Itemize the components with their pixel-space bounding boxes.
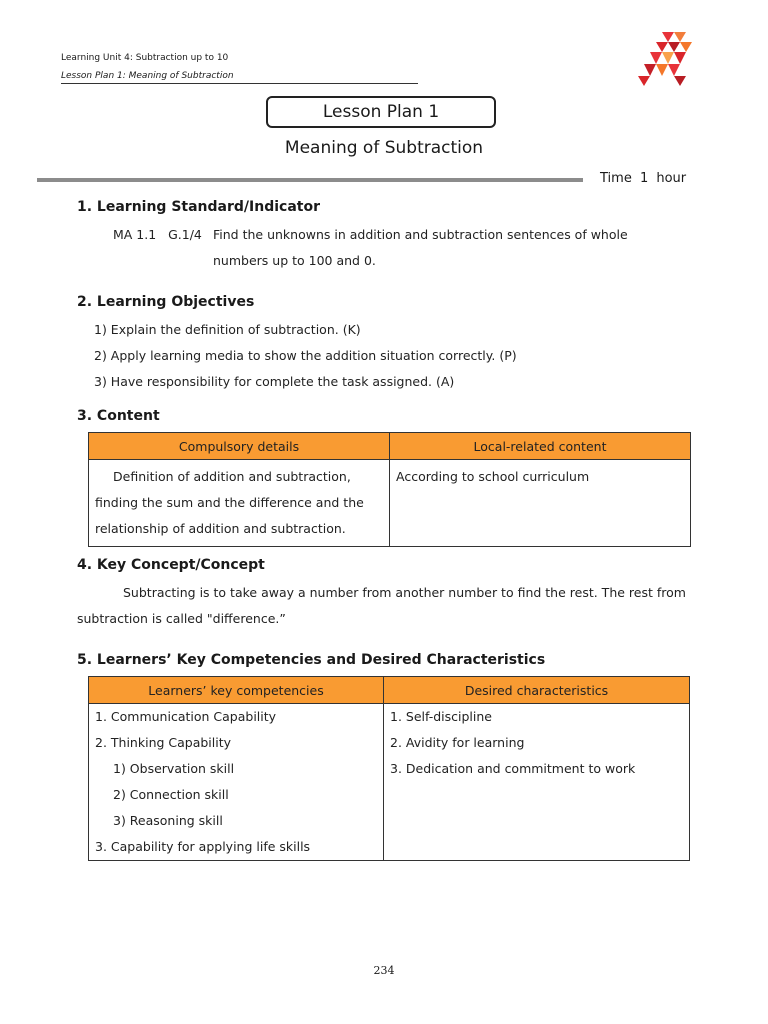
competency-col-desired: Desired characteristics [384,677,690,704]
standard-text-2: numbers up to 100 and 0. [213,253,376,268]
objective-2: 2) Apply learning media to show the addition situation correctly. (P) [94,348,517,363]
header-unit: Learning Unit 4: Subtraction up to 10 [61,53,229,63]
list-item: 3. Dedication and commitment to work [390,761,636,776]
concept-text-1: Subtracting is to take away a number from another number to find the rest. The rest from [123,585,686,600]
list-item: 2) Connection skill [113,787,229,802]
lesson-title: Lesson Plan 1 [266,96,496,128]
section-5-heading: 5. Learners’ Key Competencies and Desired Characteristics [77,652,546,668]
content-local-cell: According to school curriculum [390,460,691,547]
divider [37,178,583,182]
section-2-heading: 2. Learning Objectives [77,294,255,310]
concept-text-2: subtraction is called "difference.” [77,611,286,626]
list-item: 1. Communication Capability [95,709,277,724]
section-1-heading: 1. Learning Standard/Indicator [77,199,320,215]
content-col-local: Local-related content [390,433,691,460]
content-compulsory-cell: Definition of addition and subtraction, finding the sum and the difference and the relationship of addition and subtraction. [89,460,390,547]
content-col-compulsory: Compulsory details [89,433,390,460]
competency-left-cell [89,704,384,861]
competency-right-cell [384,704,690,861]
list-item: 1. Self-discipline [390,709,492,724]
list-item: 2. Thinking Capability [95,735,232,750]
competency-table [88,676,690,861]
objective-3: 3) Have responsibility for complete the task assigned. (A) [94,374,455,389]
page-number: 234 [373,964,395,977]
lesson-subtitle: Meaning of Subtraction [284,138,484,158]
standard-text-1: Find the unknowns in addition and subtraction sentences of whole [213,227,628,242]
section-3-heading: 3. Content [77,408,160,424]
competency-col-key: Learners’ key competencies [89,677,384,704]
list-item: 2. Avidity for learning [390,735,525,750]
standard-code: MA 1.1 G.1/4 [113,227,202,242]
objective-1: 1) Explain the definition of subtraction. (K) [94,322,361,337]
list-item: 3. Capability for applying life skills [95,839,311,854]
header-plan: Lesson Plan 1: Meaning of Subtraction [61,71,418,84]
section-4-heading: 4. Key Concept/Concept [77,557,265,573]
list-item: 1) Observation skill [113,761,235,776]
time-label: Time 1 hour [600,171,687,186]
list-item: 3) Reasoning skill [113,813,223,828]
publisher-logo-icon [634,30,694,86]
content-table [88,432,691,547]
